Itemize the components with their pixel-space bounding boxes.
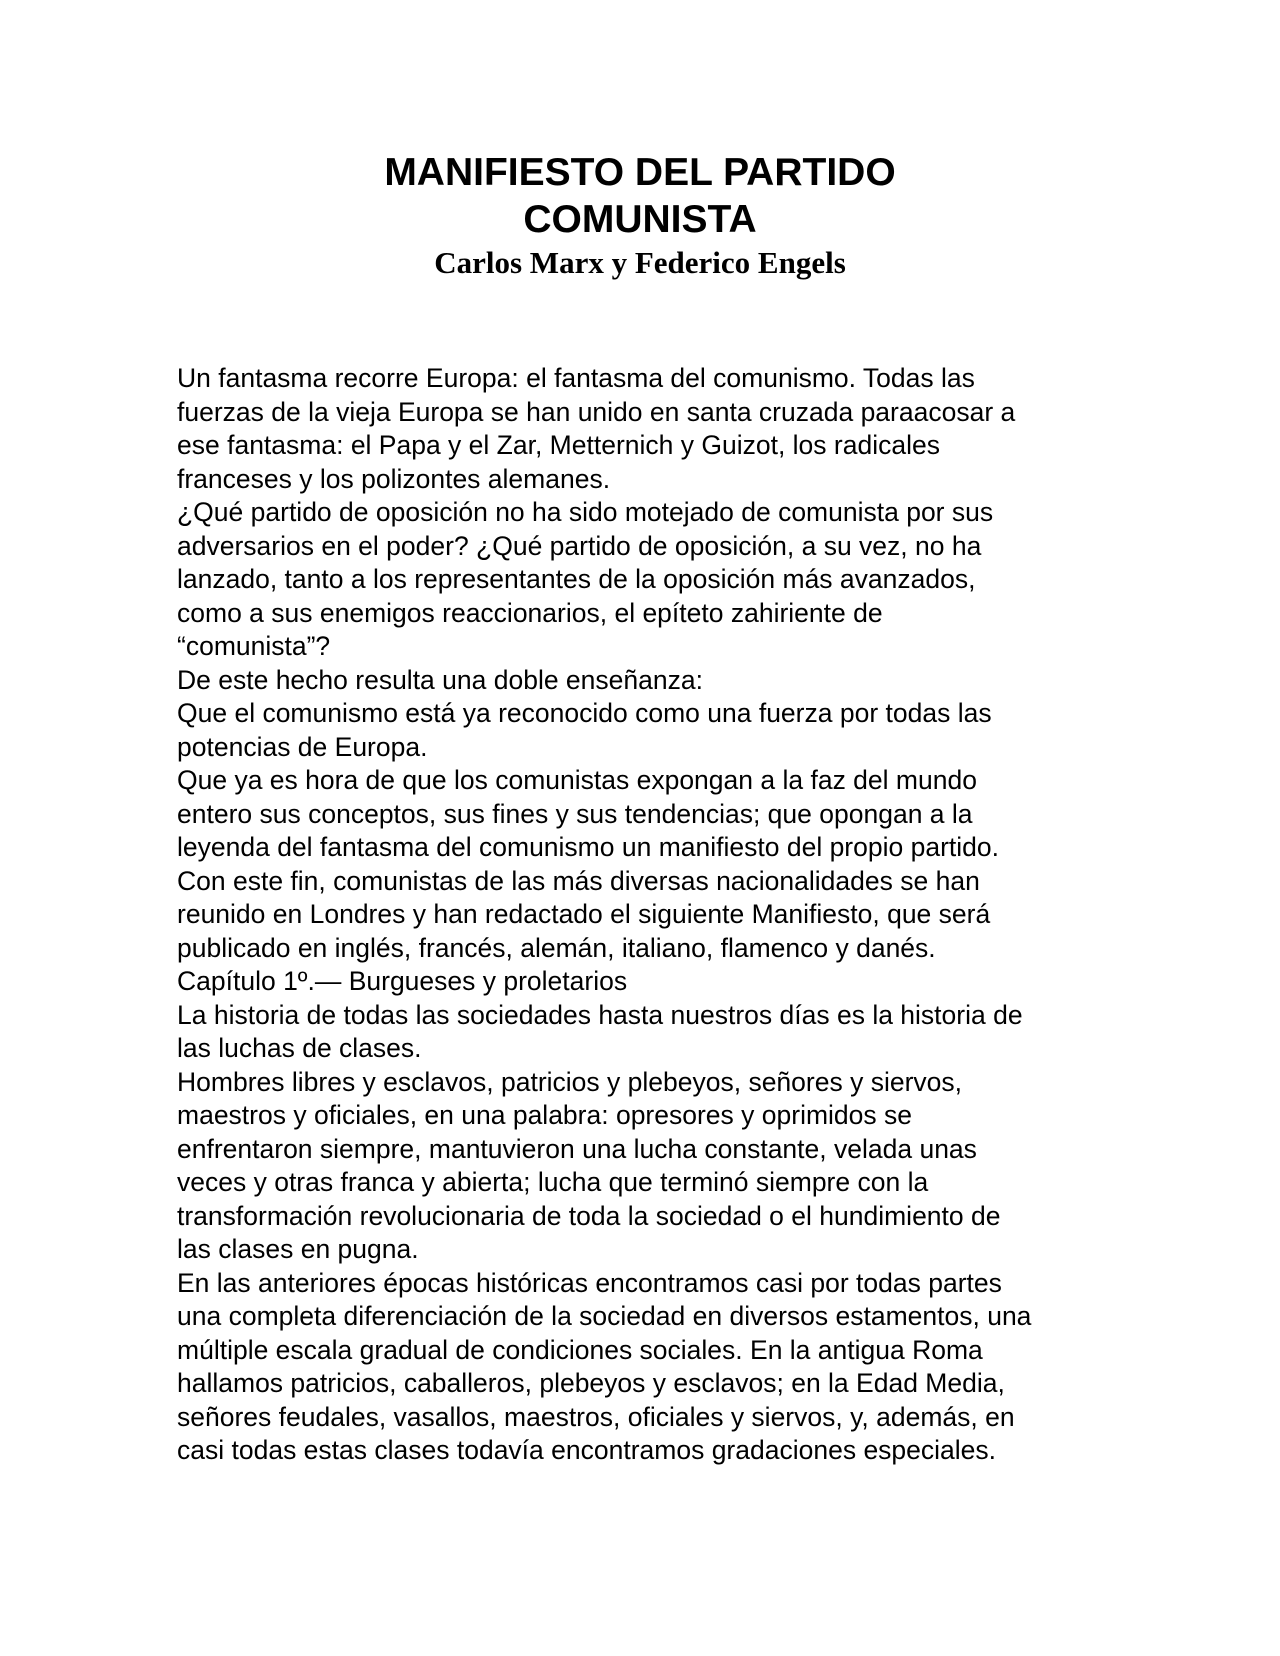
body-line: lanzado, tanto a los representantes de la oposición más avanzados, — [177, 564, 976, 594]
body-line: potencias de Europa. — [177, 731, 428, 762]
body-line: maestros y oficiales, en una palabra: opresores y oprimidos se — [177, 1100, 912, 1130]
body-line: fuerzas de la vieja Europa se han unido en santa cruzada paraacosar a — [177, 396, 1016, 427]
body-line: leyenda del fantasma del comunismo un manifiesto del propio partido. — [177, 832, 999, 862]
body-line: hallamos patricios, caballeros, plebeyos y esclavos; en la Edad Media, — [177, 1368, 1005, 1398]
body-line: señores feudales, vasallos, maestros, oficiales y siervos, y, además, en — [177, 1401, 1015, 1432]
document-title-line-2: COMUNISTA — [523, 198, 757, 241]
body-line: las clases en pugna. — [177, 1234, 419, 1264]
body-line: Que ya es hora de que los comunistas expongan a la faz del mundo — [177, 765, 977, 795]
body-line: Hombres libres y esclavos, patricios y plebeyos, señores y siervos, — [177, 1066, 962, 1097]
body-line: publicado en inglés, francés, alemán, italiano, flamenco y danés. — [177, 932, 936, 963]
body-line: adversarios en el poder? ¿Qué partido de oposición, a su vez, no ha — [177, 530, 982, 561]
body-line: Un fantasma recorre Europa: el fantasma del comunismo. Todas las — [177, 363, 975, 393]
body-line: transformación revolucionaria de toda la sociedad o el hundimiento de — [177, 1200, 1001, 1231]
body-line: enfrentaron siempre, mantuvieron una lucha constante, velada unas — [177, 1133, 977, 1164]
body-line: franceses y los polizontes alemanes. — [177, 463, 611, 494]
body-line: casi todas estas clases todavía encontramos gradaciones especiales. — [177, 1435, 997, 1465]
chapter-heading: Capítulo 1º.— Burgueses y proletarios — [177, 966, 628, 996]
body-line: las luchas de clases. — [177, 1033, 422, 1063]
body-line: Con este fin, comunistas de las más diversas nacionalidades se han — [177, 865, 980, 896]
body-line: La historia de todas las sociedades hasta nuestros días es la historia de — [177, 999, 1023, 1030]
document-title-line-1: MANIFIESTO DEL PARTIDO — [384, 151, 896, 194]
body-line: ¿Qué partido de oposición no ha sido motejado de comunista por sus — [177, 497, 994, 527]
body-line: En las anteriores épocas históricas encontramos casi por todas partes — [177, 1267, 1002, 1298]
document-body — [177, 362, 1177, 1468]
body-line: múltiple escala gradual de condiciones sociales. En la antigua Roma — [177, 1334, 983, 1365]
body-line: como a sus enemigos reaccionarios, el epíteto zahiriente de — [177, 597, 883, 628]
body-line: De este hecho resulta una doble enseñanza: — [177, 664, 703, 695]
body-line: Que el comunismo está ya reconocido como una fuerza por todas las — [177, 698, 992, 728]
body-line: veces y otras franca y abierta; lucha que terminó siempre con la — [177, 1167, 929, 1197]
body-line: ese fantasma: el Papa y el Zar, Metternich y Guizot, los radicales — [177, 430, 940, 460]
body-line: “comunista”? — [177, 631, 331, 661]
body-line: una completa diferenciación de la sociedad en diversos estamentos, una — [177, 1301, 1032, 1331]
document-authors: Carlos Marx y Federico Engels — [434, 245, 846, 280]
body-line: entero sus conceptos, sus fines y sus tendencias; que opongan a la — [177, 798, 973, 829]
body-line: reunido en Londres y han redactado el siguiente Manifiesto, que será — [177, 899, 991, 929]
